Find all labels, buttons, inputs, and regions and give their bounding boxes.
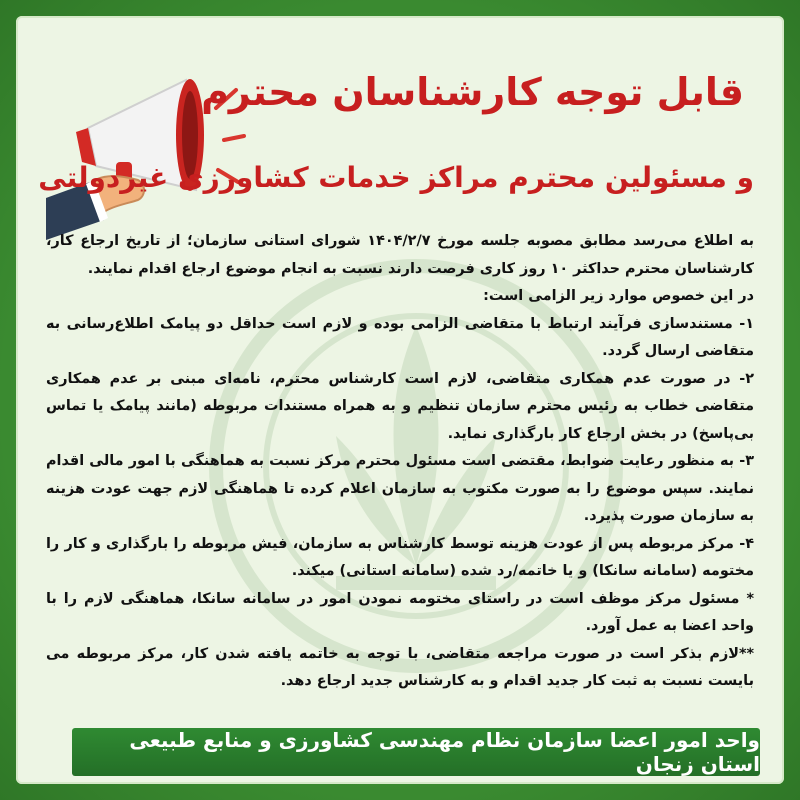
requirement-item-1: ۱- مستندسازی فرآیند ارتباط با متقاضی الزامی بوده و لازم است حداقل دو پیامک اطلاع‌رسانی به متقاضی ارسال گردد. xyxy=(46,315,754,359)
requirements-heading: در این خصوص موارد زیر الزامی است: xyxy=(483,288,754,304)
footer-label: واحد امور اعضا سازمان نظام مهندسی کشاورزی و منابع طبیعی استان زنجان xyxy=(129,728,760,776)
requirement-item-4: ۴- مرکز مربوطه پس از عودت هزینه توسط کارشناس به سازمان، فیش مربوطه را بارگذاری و کار را مختومه (سامانه سانکا) و یا خاتمه/رد شده (سامانه استانی) میکند. xyxy=(46,535,754,579)
note-2: **لازم بذکر است در صورت مراجعه متقاضی، با توجه به خاتمه یافته شدن کار، مرکز مربوطه می بایست نسبت به ثبت کار جدید اقدام و به کارشناس جدید ارجاع دهد. xyxy=(46,645,754,689)
intro-paragraph: به اطلاع می‌رسد مطابق مصوبه جلسه مورخ ۱۴۰۴/۲/۷ شورای استانی سازمان؛ از تاریخ ارجاع کار، کارشناسان محترم حداکثر ۱۰ روز کاری فرصت دارند نسبت به انجام موضوع ارجاع اقدام نمایند. xyxy=(46,233,754,277)
announcement-body xyxy=(46,228,754,696)
footer-banner xyxy=(72,728,760,776)
requirement-item-2: ۲- در صورت عدم همکاری متقاضی، لازم است کارشناس محترم، نامه‌ای مبنی بر عدم همکاری متقاضی خطاب به رئیس محترم سازمان تنظیم و به همراه مستندات مربوطه (مانند پیامک یا تماس بی‌پاسخ) در بخش ارجاع کار بارگذاری نماید. xyxy=(46,370,754,442)
note-1: * مسئول مرکز موظف است در راستای مختومه نمودن امور در سامانه سانکا، هماهنگی لازم را با واحد اعضا به عمل آورد. xyxy=(46,590,754,634)
announcement-card xyxy=(16,16,784,784)
requirement-item-3: ۳- به منظور رعایت ضوابط، مقتضی است مسئول محترم مرکز نسبت به هماهنگی با امور مالی اقدام نمایند. سپس موضوع را به صورت مکتوب به سازمان اعلام کرده تا هماهنگی لازم جهت عودت هزینه به سازمان صورت پذیرد. xyxy=(46,453,754,524)
page-title: قابل توجه کارشناسان محترم xyxy=(201,70,744,114)
page-subtitle: و مسئولین محترم مراکز خدمات کشاورزی غیردولتی xyxy=(38,161,754,194)
